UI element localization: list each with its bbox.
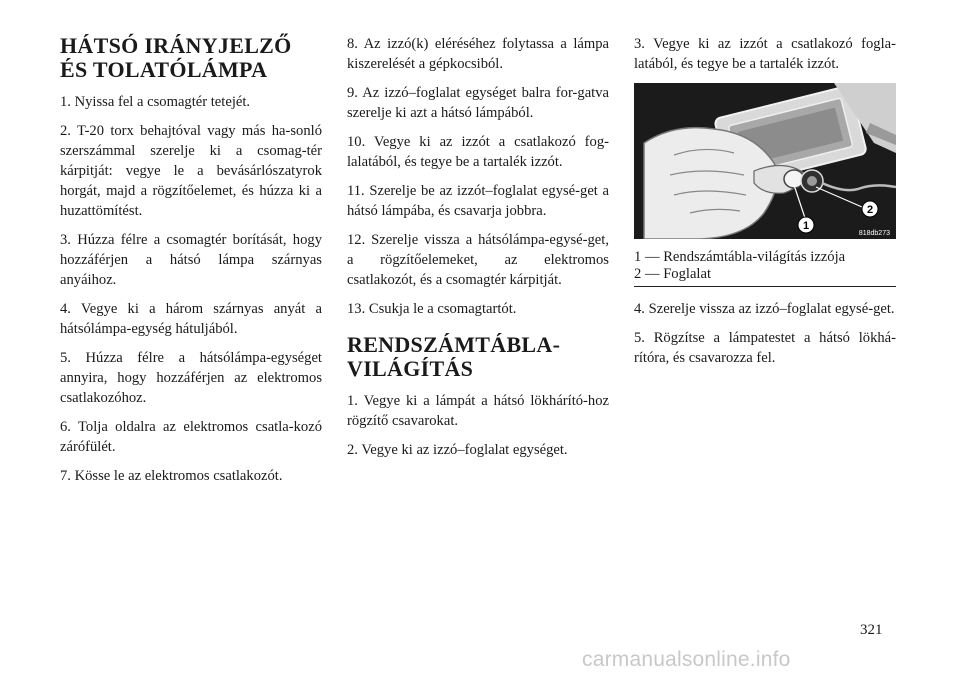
callout-2-label: 2 xyxy=(866,204,874,216)
section-heading-license-plate-lamp: RENDSZÁMTÁBLA-VILÁGÍTÁS xyxy=(347,332,561,381)
step-8: 8. Az izzó(k) eléréséhez folytassa a lámpa kiszerelését a gépkocsiból. xyxy=(347,36,609,72)
step-3: 3. Húzza félre a csomagtér borítását, hogy hozzáférjen a hátsó lámpa szárnyas anyáihoz. xyxy=(60,232,322,288)
watermark: carmanualsonline.info xyxy=(582,648,791,671)
step-12: 12. Szerelje vissza a hátsólámpa-egysé-get, a rögzítőelemeket, az elektromos csatlakozót, és a csomagtér kárpitját. xyxy=(347,232,609,288)
plate-step-4: 4. Szerelje vissza az izzó–foglalat egysé-get. xyxy=(634,301,895,317)
step-11: 11. Szerelje be az izzót–foglalat egysé-get a hátsó lámpába, és csavarja jobbra. xyxy=(347,183,609,219)
callout-1-label: 1 xyxy=(802,220,810,232)
step-6: 6. Tolja oldalra az elektromos csatla-kozó zárófülét. xyxy=(60,419,322,455)
bulb-replacement-figure xyxy=(634,83,896,239)
plate-step-5: 5. Rögzítse a lámpatestet a hátsó lökhá-rítóra, és csavarozza fel. xyxy=(634,330,896,366)
plate-step-3: 3. Vegye ki az izzót a csatlakozó fogla-latából, és tegye be a tartalék izzót. xyxy=(634,36,896,72)
step-5: 5. Húzza félre a hátsólámpa-egységet annyira, hogy hozzáférjen az elektromos csatlakozóhoz. xyxy=(60,350,322,406)
step-13: 13. Csukja le a csomagtartót. xyxy=(347,301,517,317)
caption-line-1: 1 — Rendszámtábla-világítás izzója xyxy=(634,249,846,265)
step-7: 7. Kösse le az elektromos csatlakozót. xyxy=(60,468,283,484)
step-4: 4. Vegye ki a három szárnyas anyát a hátsólámpa-egység hátuljából. xyxy=(60,301,322,337)
step-10: 10. Vegye ki az izzót a csatlakozó fog-lalatából, és tegye be a tartalék izzót. xyxy=(347,134,609,170)
step-2: 2. T-20 torx behajtóval vagy más ha-sonló szerszámmal szerelje ki a csomag-tér kárpitját: vegye le a bevásárlószatyrok horgát, majd a rögzítőelemet, és húzza ki a huzattömítést. xyxy=(60,123,322,219)
step-9: 9. Az izzó–foglalat egységet balra for-gatva szerelje ki azt a hátsó lámpából. xyxy=(347,85,609,121)
column-right xyxy=(634,34,896,377)
plate-step-2: 2. Vegye ki az izzó–foglalat egységet. xyxy=(347,442,568,458)
section-heading-rear-turn-reverse-lamp: HÁTSÓ IRÁNYJELZŐ ÉS TOLATÓLÁMPA xyxy=(60,33,292,82)
plate-step-1: 1. Vegye ki a lámpát a hátsó lökhárító-hoz rögzítő csavarokat. xyxy=(347,393,609,429)
step-1: 1. Nyissa fel a csomagtér tetejét. xyxy=(60,94,251,110)
figure-caption xyxy=(634,249,896,287)
column-left xyxy=(60,34,322,495)
hand-holding-bulb-illustration xyxy=(634,83,896,239)
column-middle xyxy=(347,34,609,469)
page-number: 321 xyxy=(860,622,883,638)
figure-code: 818db273 xyxy=(858,230,890,237)
caption-line-2: 2 — Foglalat xyxy=(634,266,712,282)
